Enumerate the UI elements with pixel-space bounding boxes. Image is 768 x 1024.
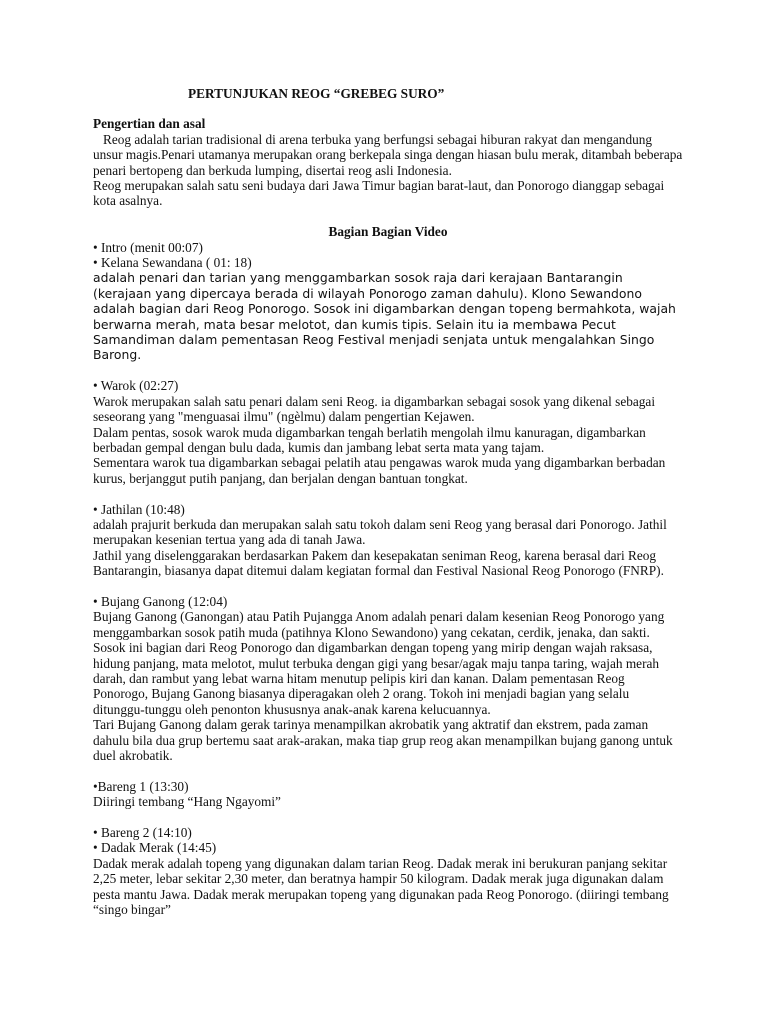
paragraph-warok-2: Dalam pentas, sosok warok muda digambarkan tengah berlatih mengolah ilmu kanuragan, digambarkan berbadan gempal dengan bulu dada, kumis dan jambang lebat serta mata yang tajam. [93, 424, 646, 455]
list-item-dadak-merak: • Dadak Merak (14:45) [93, 840, 217, 856]
page-title: PERTUNJUKAN REOG “GREBEG SURO” [188, 86, 445, 101]
paragraph-dadak-merak: Dadak merak adalah topeng yang digunakan dalam tarian Reog. Dadak merak ini berukuran panjang sekitar 2,25 meter, lebar sekitar 2,30 meter, dan beratnya hampir 50 kilogram. Dadak merak juga digunakan dalam pesta mantu Jawa. Dadak merak merupakan topeng yang digunakan pada Reog Ponorogo. (diiringi tembang “singo bingar” [93, 855, 669, 918]
list-item-warok: • Warok (02:27) [93, 378, 179, 394]
paragraph-bujang-1: Bujang Ganong (Ganongan) atau Patih Pujangga Anom adalah penari dalam kesenian Reog Ponorogo yang menggambarkan sosok patih muda (patihnya Klono Sewandono) yang cekatan, cerdik, jenaka, dan sakti. Sosok ini bagian dari Reog Ponorogo dan digambarkan dengan topeng yang mirip dengan wajah raksasa, hidung panjang, mata melotot, mulut terbuka dengan gigi yang besar/agak maju tanpa taring, wajah merah darah, dan rambut yang lebat warna hitam menutup pelipis kiri dan kanan. Dalam pementasan Reog Ponorogo, Bujang Ganong biasanya diperagakan oleh 2 orang. Tokoh ini menjadi bagian yang selalu ditunggu-tunggu oleh penonton khususnya anak-anak karena kelucuannya. [93, 609, 665, 717]
paragraph-kelana: adalah penari dan tarian yang menggambarkan sosok raja dari kerajaan Bantarangin (kerajaan yang dipercaya berada di wilayah Ponorogo zaman dahulu). Klono Sewandono adalah bagian dari Reog Ponorogo. Sosok ini digambarkan dengan topeng bermahkota, wajah berwarna merah, mata besar melotot, dan kumis tipis. Selain itu ia membawa Pecut Samandiman dalam pementasan Reog Festival menjadi senjata untuk mengalahkan Singo Barong. [93, 270, 676, 363]
list-item-kelana: • Kelana Sewandana ( 01: 18) [93, 255, 252, 271]
section-heading-pengertian: Pengertian dan asal [93, 116, 206, 132]
paragraph-reog-definition: Reog adalah tarian tradisional di arena terbuka yang berfungsi sebagai hiburan rakyat dan mengandung unsur magis.Penari utamanya merupakan orang berkepala singa dengan hiasan bulu merak, ditambah beberapa penari bertopeng dan berkuda lumping, disertai reog asli Indonesia. [93, 131, 683, 178]
paragraph-warok-1: Warok merupakan salah satu penari dalam seni Reog. ia digambarkan sebagai sosok yang dikenal sebagai seseorang yang "menguasai ilmu" (ngèlmu) dalam pengertian Kejawen. [93, 393, 656, 425]
list-item-jathilan: • Jathilan (10:48) [93, 501, 185, 517]
paragraph-bujang-2: Tari Bujang Ganong dalam gerak tarinya menampilkan akrobatik yang aktratif dan ekstrem, pada zaman dahulu bila dua grup bertemu saat arak-arakan, maka tiap grup reog akan menampilkan bujang ganong untuk duel akrobatik. [93, 717, 673, 763]
paragraph-reog-origin: Reog merupakan salah satu seni budaya dari Jawa Timur bagian barat-laut, dan Ponorogo dianggap sebagai kota asalnya. [93, 178, 665, 209]
list-item-bujang-ganong: • Bujang Ganong (12:04) [93, 593, 228, 609]
paragraph-jathilan-2: Jathil yang diselenggarakan berdasarkan Pakem dan kesepakatan seniman Reog, karena berasal dari Reog Bantarangin, biasanya dapat ditemui dalam kegiatan formal dan Festival Nasional Reog Ponorogo (FNRP). [93, 547, 664, 579]
paragraph-warok-3: Sementara warok tua digambarkan sebagai pelatih atau pengawas warok muda yang digambarkan berbadan kurus, berjanggut putih panjang, dan berjalan dengan bantuan tongkat. [93, 455, 666, 486]
section-heading-bagian-video: Bagian Bagian Video [328, 224, 448, 240]
paragraph-bareng-1: Diiringi tembang “Hang Ngayomi” [93, 794, 281, 810]
document-page [93, 86, 683, 917]
list-item-bareng-2: • Bareng 2 (14:10) [93, 825, 192, 840]
list-item-bareng-1: •Bareng 1 (13:30) [93, 778, 189, 794]
list-item-intro: • Intro (menit 00:07) [93, 239, 203, 255]
paragraph-jathilan-1: adalah prajurit berkuda dan merupakan salah satu tokoh dalam seni Reog yang berasal dari Ponorogo. Jathil merupakan kesenian tertua yang ada di tanah Jawa. [93, 516, 667, 548]
